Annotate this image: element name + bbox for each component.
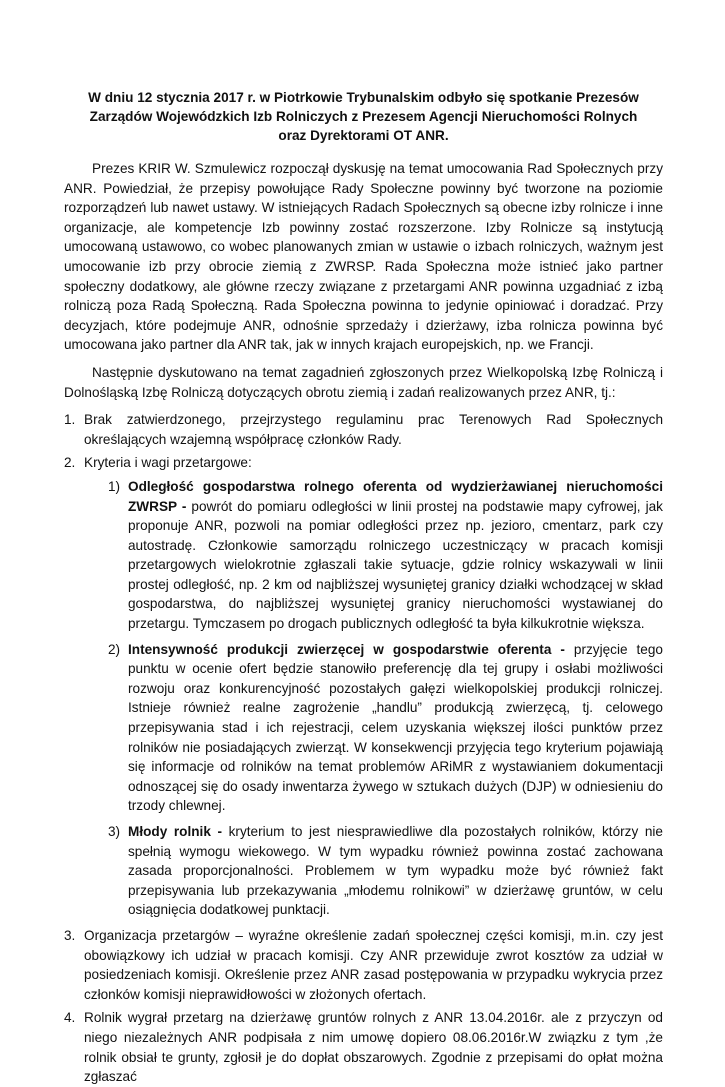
list-item-text: Brak zatwierdzonego, przejrzystego regulaminu prac Terenowych Rad Społecznych określających wzajemną współpracę członków Rady. — [84, 412, 663, 447]
list-item-text: Organizacja przetargów – wyraźne określenie zadań społecznej części komisji, m.in. czy jest obowiązkowy ich udział w pracach komisji. Czy ANR przewiduje zwrot kosztów za udział w posiedzeniach komisji. Określenie przez ANR zasad postępowania w przypadku wykrycia przez członków komisji nieprawidłowości w złożonych ofertach. — [84, 927, 663, 1002]
sublist-item-text: powrót do pomiaru odległości w linii prostej na podstawie mapy cyfrowej, jak proponuje ANR, pozwoli na pomiar odległości przez np. jezioro, cmentarz, park czy autostradę. Członkowie samorządu rolniczego uczestniczący w pracach komisji przetargowych wielokrotnie zgłaszali takie sytuacje, gdzie rolnicy wskazywali w linii prostej odległość, np. 2 km od najbliższej wysuniętej granicy działki wchodzącej w skład gospodarstwa, do najbliższej wysuniętej granicy nieruchomości wystawianej do przetargu. Tymczasem po drogach publicznych odległość ta była kilkukrotnie większa. — [128, 498, 663, 632]
title-line-2: Zarządów Wojewódzkich Izb Rolniczych z Prezesem Agencji Nieruchomości Rolnych — [89, 109, 638, 124]
sublist-item-number: 3) — [108, 824, 121, 839]
paragraph-discussion: Następnie dyskutowano na temat zagadnień zgłoszonych przez Wielkopolską Izbę Rolniczą i Dolnośląską Izbę Rolniczą dotyczących obrotu ziemią i zadań realizowanych przez ANR, tj.: — [64, 364, 663, 400]
title-line-3: oraz Dyrektorami OT ANR. — [278, 128, 449, 143]
title-line-1: W dniu 12 stycznia 2017 r. w Piotrkowie Trybunalskim odbyło się spotkanie Prezesów — [88, 90, 639, 105]
sublist-item-number: 1) — [108, 478, 121, 494]
list-item — [64, 926, 663, 1004]
sublist-item-heading: Odległość gospodarstwa rolnego oferenta od wydzierżawianej nieruchomości ZWRSP - — [128, 478, 663, 514]
list-item-number: 3. — [64, 927, 76, 943]
list-item-number: 1. — [64, 412, 76, 428]
sublist-item-text: przyjęcie tego punktu w ocenie ofert będzie stanowiło preferencję dla tej grupy i osłabi możliwości rozwoju oraz konkurencyjność pozostałych gałęzi wielkopolskiej produkcji rolniczej. Istnieje również realne zagrożenie „handlu” produkcją zwierzęcą, tj. celowego przepisywania stad i ich rejestracji, celem uzyskania większej ilości punktów przez rolników nie posiadających zwierząt. W konsekwencji przyjęcia tego kryterium pojawiają się informacje od rolników na temat problemów ARiMR z wystawianiem dokumentacji odnoszącej się do osady inwentarza żywego w sztukach dużych (DJP) w odniesieniu do trzody chlewnej. — [128, 641, 663, 814]
list-item-number: 4. — [64, 1010, 76, 1026]
sublist-item-number: 2) — [108, 641, 121, 657]
sublist-item-heading: Młody rolnik - — [128, 824, 223, 839]
list-item — [64, 453, 663, 920]
list-item-number: 2. — [64, 455, 76, 471]
paragraph-intro: Prezes KRIR W. Szmulewicz rozpoczął dyskusję na temat umocowania Rad Społecznych przy ANR. Powiedział, że przepisy powołujące Rady Społeczne powinny być tworzone na poziomie rozporządzeń lub nawet ustawy. W istniejących Radach Społecznych są obecne izby rolnicze i inne organizacje, ale kompetencje Izb powinny zostać rozszerzone. Izby Rolnicze są instytucją umocowaną ustawowo, co wobec planowanych zmian w ustawie o izbach rolniczych, ważnym jest umocowanie izb przy obrocie ziemią z ZWRSP. Rada Społeczna może istnieć jako partner społeczny dodatkowy, ale główne rzeczy związane z przetargami ANR powinna uzgadniać z izbą rolniczą poza Radą Społeczną. Rada Społeczna powinna to jedynie opiniować i doradzać. Przy decyzjach, które podejmuje ANR, odnośnie sprzedaży i dzierżawy, izba rolnicza powinna być umocowana jako partner dla ANR tak, jak w innych krajach europejskich, np. we Francji. — [64, 161, 663, 353]
issues-list — [64, 410, 663, 1087]
sublist-item-text: kryterium to jest niesprawiedliwe dla pozostałych rolników, którzy nie spełnią wymogu wiekowego. W tym wypadku również powinna zostać zachowana zasada proporcjonalności. Problemem w tym wypadku może być również fakt przepisywania lub przekazywania „młodemu rolnikowi” w dzierżawę gruntów, w celu osiągnięcia dodatkowej punktacji. — [128, 824, 663, 918]
criteria-sublist — [84, 477, 663, 920]
sublist-item-heading: Intensywność produkcji zwierzęcej w gospodarstwie oferenta - — [128, 641, 565, 657]
sublist-item — [84, 640, 663, 816]
list-item — [64, 410, 663, 449]
list-item — [64, 1008, 663, 1086]
document-title — [64, 88, 663, 145]
list-item-text: Rolnik wygrał przetarg na dzierżawę gruntów rolnych z ANR 13.04.2016r. ale z przyczyn od niego niezależnych ANR podpisała z nim umowę dopiero 08.06.2016r.W związku z tym ,że rolnik obsiał te grunty, zgłosił je do dopłat obszarowych. Zgodnie z przepisami do opłat można zgłaszać — [84, 1010, 663, 1085]
list-item-text: Kryteria i wagi przetargowe: — [84, 455, 252, 471]
sublist-item — [84, 822, 663, 920]
sublist-item — [84, 477, 663, 634]
